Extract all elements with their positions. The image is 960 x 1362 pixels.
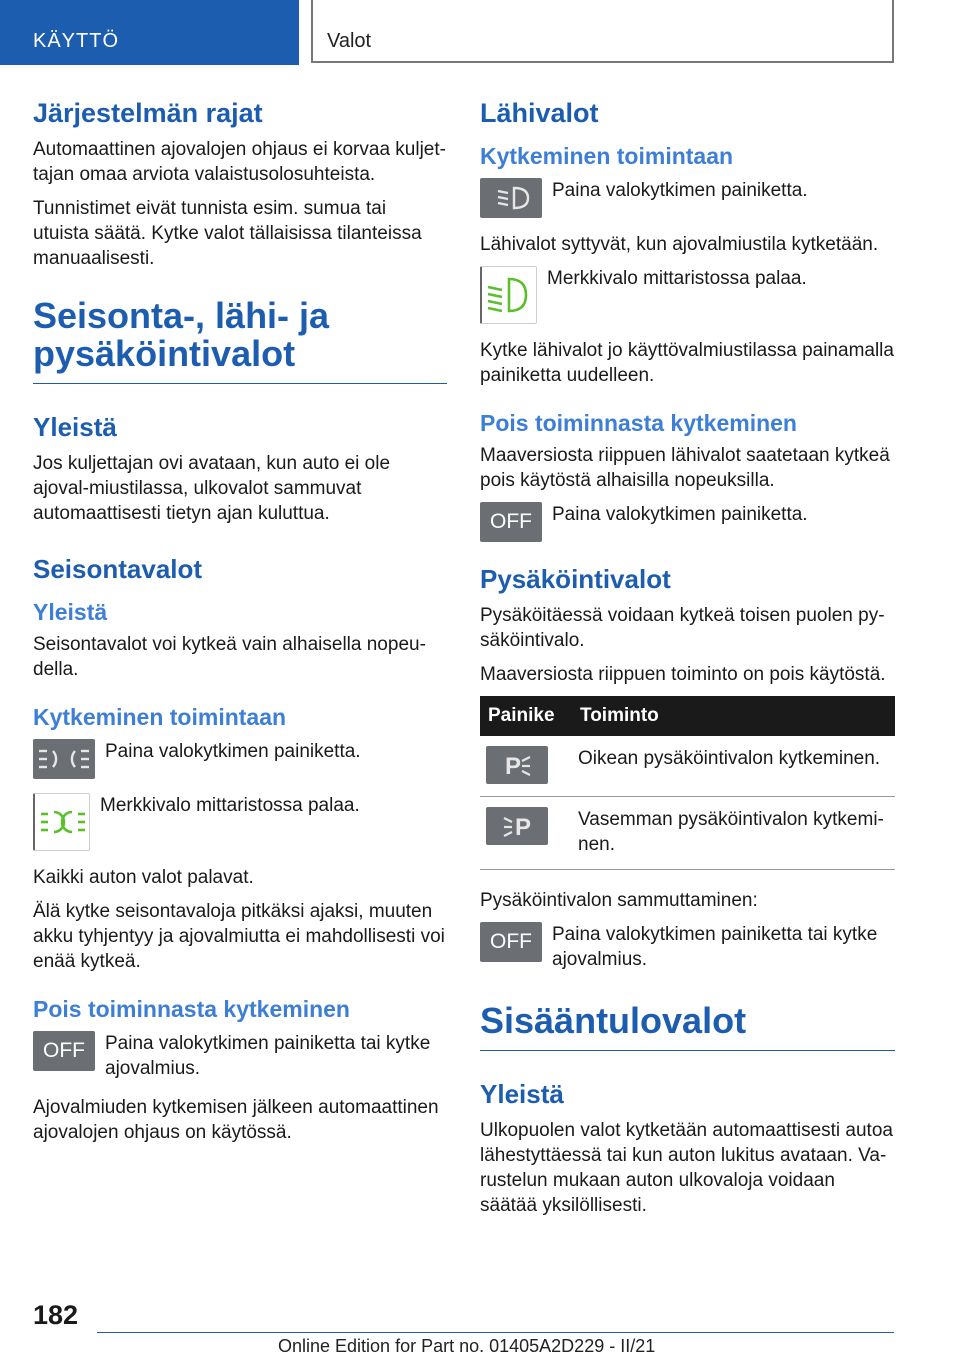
parking-left-letter: P <box>515 814 532 841</box>
off-button-icon <box>480 922 542 962</box>
parking-general-paragraph: Seisontavalot voi kytkeä vain alhaisella nopeu-della. <box>33 634 426 680</box>
limits-paragraph-1: Automaattinen ajovalojen ohjaus ei korvaa kuljet-tajan omaa arviota valaistusolosuhteista. <box>33 139 446 185</box>
low-beam-on-text-3: Merkkivalo mittaristossa palaa. <box>547 268 807 289</box>
low-beam-on-step <box>480 178 895 218</box>
parking-right-button-icon <box>486 746 548 784</box>
header-chapter-label: Valot <box>327 30 372 52</box>
low-beam-on-text-1: Paina valokytkimen painiketta. <box>552 180 808 201</box>
limits-heading: Järjestelmän rajat <box>33 98 263 128</box>
parking-off-subheading: Pois toiminnasta kytkeminen <box>33 996 350 1022</box>
table-cell-icon <box>480 736 572 797</box>
parking-off-text-2: Ajovalmiuden kytkemisen jälkeen automaattinen ajovalojen ohjaus on käytössä. <box>33 1097 439 1143</box>
low-beam-off-subheading: Pois toiminnasta kytkeminen <box>480 410 797 436</box>
page-number: 182 <box>33 1300 79 1330</box>
low-beam-off-step <box>480 502 895 542</box>
entry-lights-heading: Sisääntulovalot <box>480 1002 895 1051</box>
left-column <box>33 98 447 1154</box>
off-button-label: OFF <box>490 930 532 953</box>
chapter-heading: Seisonta-, lähi- ja pysäköintivalot <box>33 297 447 384</box>
low-beam-on-text-4: Kytke lähivalot jo käyttövalmiustilassa painamalla painiketta uudelleen. <box>480 340 894 386</box>
parking-light-paragraph-1: Pysäköitäessä voidaan kytkeä toisen puolen py-säköintivalo. <box>480 605 885 651</box>
low-beam-off-text-2: Paina valokytkimen painiketta. <box>552 504 808 525</box>
parking-off-step <box>33 1031 447 1081</box>
low-beam-off-text-1: Maaversiosta riippuen lähivalot saatetaan kytkeä pois käytöstä alhaisilla nopeuksilla. <box>480 445 890 491</box>
parking-right-letter: P <box>505 753 522 780</box>
parking-light-heading: Pysäköintivalot <box>480 564 671 594</box>
off-button-icon <box>33 1031 95 1071</box>
footer-edition: Online Edition for Part no. 01405A2D229 - II/21 <box>278 1336 656 1356</box>
parking-general-subheading: Yleistä <box>33 599 108 625</box>
table-cell-icon <box>480 797 572 870</box>
table-cell-right: Oikean pysäköintivalon kytkeminen. <box>572 736 895 797</box>
table-row <box>480 797 895 870</box>
parking-on-subheading: Kytkeminen toimintaan <box>33 704 287 730</box>
limits-paragraph-2: Tunnistimet eivät tunnista esim. sumua tai utuista säätä. Kytke valot tällaisissa tilanteissa manuaalisesti. <box>33 198 422 269</box>
parking-lights-heading: Seisontavalot <box>33 554 203 584</box>
parking-left-button-icon <box>486 807 548 845</box>
parking-light-table <box>480 696 895 870</box>
parking-light-button-icon <box>33 739 95 779</box>
shutdown-paragraph: Pysäköintivalon sammuttaminen: <box>480 890 758 911</box>
off-button-label: OFF <box>490 510 532 533</box>
low-beam-button-icon <box>480 178 542 218</box>
table-header-row <box>480 696 895 736</box>
parking-off-text-1: Paina valokytkimen painiketta tai kytke ajovalmius. <box>105 1033 431 1079</box>
footer-rule <box>97 1332 894 1333</box>
table-row <box>480 736 895 797</box>
low-beam-on-subheading: Kytkeminen toimintaan <box>480 143 734 169</box>
table-cell-left: Vasemman pysäköintivalon kytkemi-nen. <box>572 797 895 870</box>
shutdown-step <box>480 922 895 972</box>
table-header-button: Painike <box>480 696 572 736</box>
low-beam-indicator-step <box>480 266 895 324</box>
low-beam-on-text-2: Lähivalot syttyvät, kun ajovalmiustila kytketään. <box>480 234 879 255</box>
entry-general-heading: Yleistä <box>480 1079 564 1109</box>
off-button-label: OFF <box>43 1039 85 1062</box>
shutdown-text: Paina valokytkimen painiketta tai kytke ajovalmius. <box>552 924 878 970</box>
general-heading: Yleistä <box>33 412 117 442</box>
header-chapter-tab <box>311 0 894 63</box>
parking-on-step <box>33 739 447 779</box>
off-button-icon <box>480 502 542 542</box>
table-header-function: Toiminto <box>572 696 895 736</box>
parking-on-text-1: Paina valokytkimen painiketta. <box>105 741 361 762</box>
right-column <box>480 98 895 1227</box>
parking-on-text-2: Merkkivalo mittaristossa palaa. <box>100 795 360 816</box>
parking-on-text-3: Kaikki auton valot palavat. <box>33 867 254 888</box>
parking-light-paragraph-2: Maaversiosta riippuen toiminto on pois käytöstä. <box>480 664 886 685</box>
header-section-tab <box>0 0 299 65</box>
low-beam-heading: Lähivalot <box>480 98 599 128</box>
low-beam-indicator-icon <box>480 266 537 324</box>
parking-on-text-4: Älä kytke seisontavaloja pitkäksi ajaksi, muuten akku tyhjentyy ja ajovalmiutta ei mahdollisesti voi enää kytkeä. <box>33 901 445 972</box>
general-paragraph: Jos kuljettajan ovi avataan, kun auto ei ole ajoval-miustilassa, ulkovalot sammuvat automaattisesti tietyn ajan kuluttua. <box>33 453 391 524</box>
header-section-label: KÄYTTÖ <box>33 30 120 52</box>
parking-indicator-step <box>33 793 447 851</box>
entry-general-paragraph: Ulkopuolen valot kytketään automaattisesti autoa lähestyttäessä tai kun auton lukitus avataan. Va-rustelun mukaan auton ulkovaloja voidaan säätää yksilöllisesti. <box>480 1120 893 1216</box>
parking-light-indicator-icon <box>33 793 90 851</box>
